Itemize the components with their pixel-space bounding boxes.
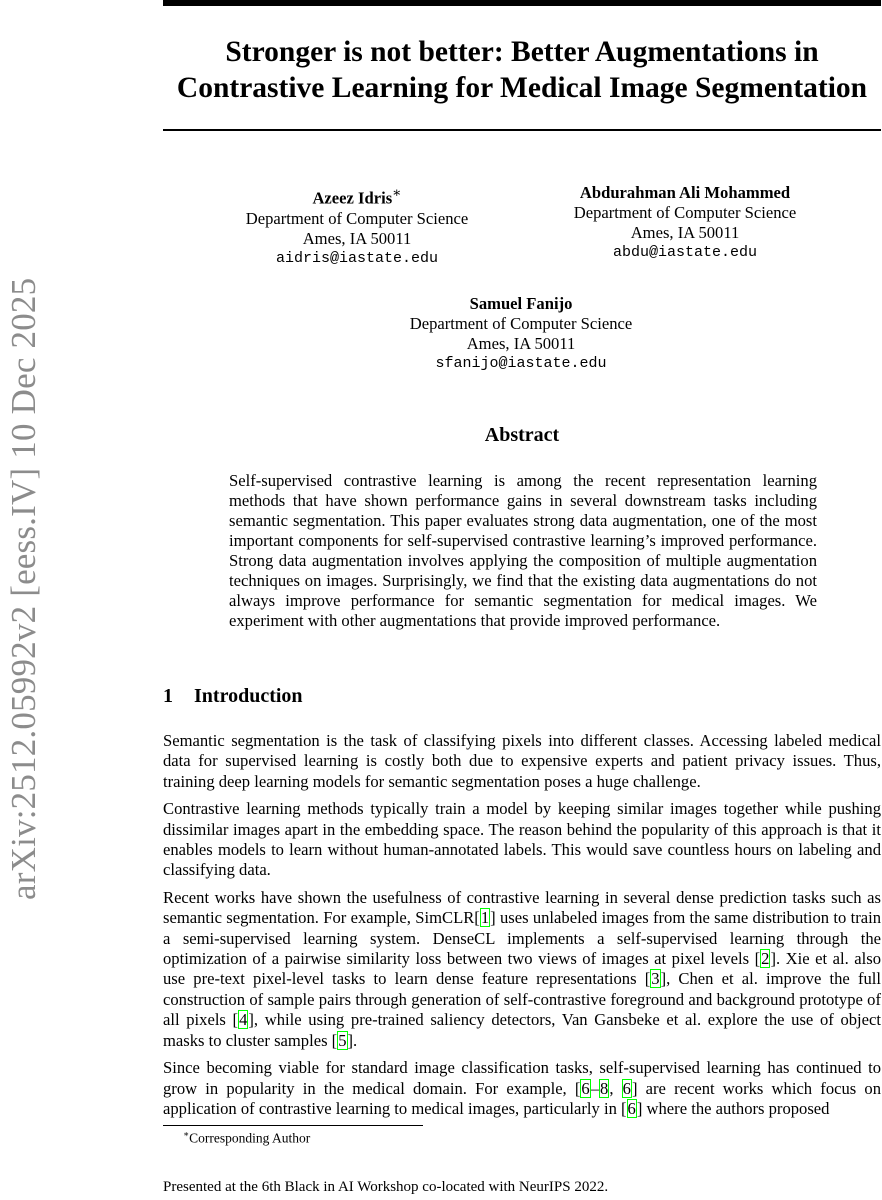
paragraph-text: Contrastive learning methods typically train a model by keeping similar images together while pushing dissimilar images apart in the embedding space. The reason behind the popularity of this approach is that it enables models to learn without human-annotated labels. This would save countless hours on labeling and classifying data. [163, 799, 881, 880]
paragraph-text: , [609, 1078, 622, 1098]
paragraph [163, 731, 881, 792]
author-dept: Department of Computer Science [573, 203, 797, 222]
corresponding-mark: ∗ [392, 185, 402, 200]
citation-link[interactable]: 6 [581, 1078, 590, 1098]
abstract-text: Self-supervised contrastive learning is among the recent representation learning methods that have shown performance gains in several downstream tasks including semantic segmentation. This paper evaluates strong data augmentation, one of the most important components for self-supervised contrastive learning’s improved performance. Strong data augmentation involves applying the composition of multiple augmentation techniques on images. Surprisingly, we find that the existing data augmentations do not always improve performance for semantic segmentation for medical images. We experiment with other augmentations that provide improved performance. [229, 471, 817, 630]
paragraph-text: Since becoming viable for standard image classification tasks, self-supervised learning has continued to grow in popularity in the medical domain. For example, [ [163, 1058, 881, 1098]
title-bottom-rule [163, 129, 881, 131]
paragraph-text: ], Chen et al. improve the full construction of sample pairs through generation of self-contrastive foreground and background prototype of all pixels [ [163, 969, 881, 1030]
footnote-mark: ∗ [183, 1129, 190, 1139]
paragraph-text: ] are recent works which focus on application of contrastive learning to medical images, particularly in [ [163, 1078, 882, 1118]
section-heading [163, 685, 303, 708]
author-name: Abdurahman Ali Mohammed [579, 183, 791, 202]
section-title: Introduction [194, 685, 303, 707]
author-block [207, 183, 507, 269]
author-address: Ames, IA 50011 [630, 223, 740, 242]
paragraph [163, 888, 881, 1051]
author-dept: Department of Computer Science [245, 208, 469, 228]
citation-link[interactable]: 4 [239, 1010, 248, 1030]
intro-body [163, 731, 881, 1126]
citation-link[interactable]: 3 [651, 969, 660, 989]
author-name: Azeez Idris [312, 188, 393, 208]
citation-link[interactable]: 6 [627, 1098, 636, 1118]
citation-link[interactable]: 8 [600, 1078, 609, 1098]
author-block [535, 183, 835, 263]
citation-link[interactable]: 6 [622, 1078, 631, 1098]
arxiv-stamp: arXiv:2512.05992v2 [eess.IV] 10 Dec 2025 [4, 277, 43, 900]
venue-note: Presented at the 6th Black in AI Workshop co-located with NeurIPS 2022. [163, 1179, 609, 1195]
author-email[interactable]: sfanijo@iastate.edu [435, 355, 607, 372]
paragraph-text: – [590, 1078, 600, 1098]
author-address: Ames, IA 50011 [302, 228, 412, 248]
author-address: Ames, IA 50011 [466, 334, 576, 353]
paragraph-text: Semantic segmentation is the task of classifying pixels into different classes. Accessing labeled medical data for supervised learning is costly both due to expensive experts and patient privacy issues. Thus, training deep learning models for semantic segmentation poses a huge challenge. [163, 731, 881, 791]
citation-link[interactable]: 5 [338, 1030, 347, 1050]
footnote-text: Corresponding Author [189, 1130, 311, 1146]
abstract-heading: Abstract [484, 424, 560, 446]
author-name: Samuel Fanijo [469, 294, 573, 313]
author-email[interactable]: abdu@iastate.edu [612, 244, 758, 261]
paragraph [163, 799, 881, 881]
paper-title: Stronger is not better: Better Augmentations in Contrastive Learning for Medical Image Segmentation [176, 36, 868, 104]
footnote [183, 1129, 310, 1147]
paragraph-text: ] uses unlabeled images from the same distribution to train a semi-supervised learning system. DenseCL implements a self-supervised learning through the optimization of a pairwise similarity loss between two views of images at pixel levels [ [163, 908, 881, 969]
citation-link[interactable]: 2 [761, 949, 770, 969]
title-top-rule [163, 0, 881, 6]
author-block [371, 294, 671, 374]
footnote-rule [163, 1125, 423, 1126]
paragraph-text: Recent works have shown the usefulness of contrastive learning in several dense prediction tasks such as semantic segmentation. For example, SimCLR[ [163, 887, 881, 928]
citation-link[interactable]: 1 [480, 908, 490, 928]
paragraph [163, 1058, 881, 1119]
paragraph-text: ], while using pre-trained saliency detectors, Van Gansbeke et al. explore the use of object masks to cluster samples [ [163, 1010, 881, 1050]
paragraph-text: ]. Xie et al. also use pre-text pixel-level tasks to learn dense feature representations [ [163, 949, 881, 989]
paragraph-text: ]. [347, 1030, 358, 1050]
author-dept: Department of Computer Science [409, 314, 633, 333]
paragraph-text: ] where the authors proposed [636, 1098, 830, 1118]
section-number: 1 [163, 685, 173, 707]
author-email[interactable]: aidris@iastate.edu [275, 249, 439, 267]
